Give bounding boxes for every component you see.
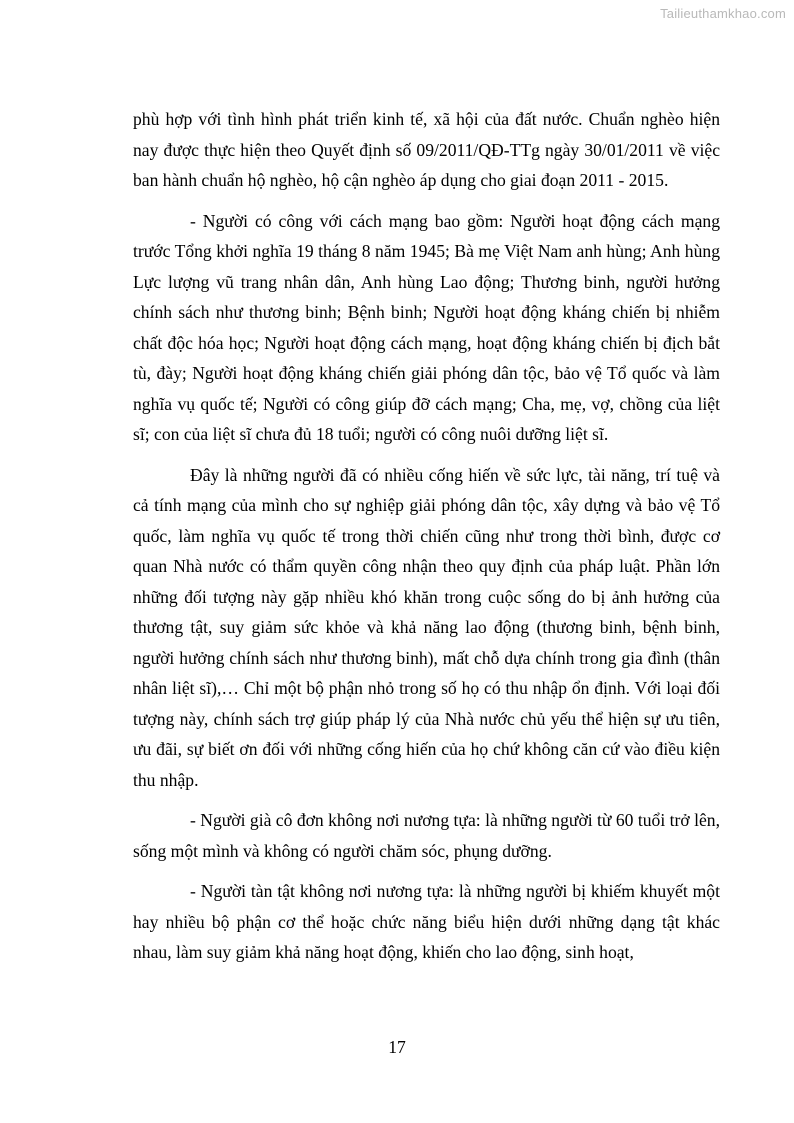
- paragraph-poverty-standard: phù hợp với tình hình phát triển kinh tế, xã hội của đất nước. Chuẩn nghèo hiện nay được thực hiện theo Quyết định số 09/2011/QĐ-TTg ngày 30/01/2011 về việc ban hành chuẩn hộ nghèo, hộ cận nghèo áp dụng cho giai đoạn 2011 - 2015.: [133, 109, 720, 190]
- watermark-text: Tailieuthamkhao.com: [660, 6, 786, 21]
- paragraph-contributors-explanation: Đây là những người đã có nhiều cống hiến về sức lực, tài năng, trí tuệ và cả tính mạng của mình cho sự nghiệp giải phóng dân tộc, xây dựng và bảo vệ Tổ quốc, làm nghĩa vụ quốc tế trong thời chiến cũng như trong thời bình, được cơ quan Nhà nước có thẩm quyền công nhận theo quy định của pháp luật. Phần lớn những đối tượng này gặp nhiều khó khăn trong cuộc sống do bị ảnh hưởng của thương tật, suy giảm sức khỏe và khả năng lao động (thương binh, bệnh binh, người hưởng chính sách như thương binh), mất chỗ dựa chính trong gia đình (thân nhân liệt sĩ),… Chỉ một bộ phận nhỏ trong số họ có thu nhập ổn định. Với loại đối tượng này, chính sách trợ giúp pháp lý của Nhà nước chủ yếu thể hiện sự ưu tiên, ưu đãi, sự biết ơn đối với những cống hiến của họ chứ không căn cứ vào điều kiện thu nhập.: [133, 464, 720, 790]
- document-body: [133, 104, 720, 978]
- page-number: 17: [388, 1037, 406, 1057]
- paragraph-revolutionary-contributors: - Người có công với cách mạng bao gồm: Người hoạt động cách mạng trước Tổng khởi nghĩa 19 tháng 8 năm 1945; Bà mẹ Việt Nam anh hùng; Anh hùng Lực lượng vũ trang nhân dân, Anh hùng Lao động; Thương binh, người hưởng chính sách như thương binh; Bệnh binh; Người hoạt động kháng chiến bị nhiễm chất độc hóa học; Người hoạt động cách mạng, hoạt động kháng chiến bị địch bắt tù, đày; Người hoạt động kháng chiến giải phóng dân tộc, bảo vệ Tổ quốc và làm nghĩa vụ quốc tế; Người có công giúp đỡ cách mạng; Cha, mẹ, vợ, chồng của liệt sĩ; con của liệt sĩ chưa đủ 18 tuổi; người có công nuôi dưỡng liệt sĩ.: [133, 210, 720, 444]
- paragraph-lonely-elderly: - Người già cô đơn không nơi nương tựa: là những người từ 60 tuổi trở lên, sống một mình và không có người chăm sóc, phụng dưỡng.: [133, 810, 720, 861]
- paragraph-disabled-persons: - Người tàn tật không nơi nương tựa: là những người bị khiếm khuyết một hay nhiều bộ phận cơ thể hoặc chức năng biểu hiện dưới những dạng tật khác nhau, làm suy giảm khả năng hoạt động, khiến cho lao động, sinh hoạt,: [133, 881, 720, 962]
